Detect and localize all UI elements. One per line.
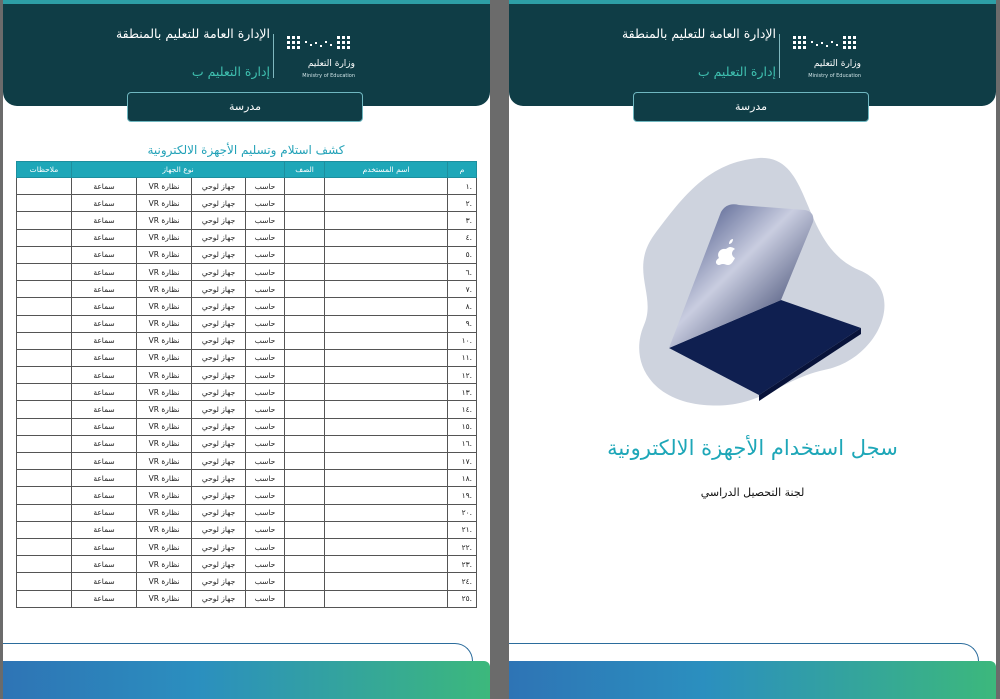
table-row xyxy=(17,212,477,229)
user-name-cell xyxy=(325,504,448,521)
device-option-tablet: جهاز لوحي xyxy=(192,401,246,418)
class-cell xyxy=(285,178,325,195)
class-cell xyxy=(285,349,325,366)
device-option-tablet: جهاز لوحي xyxy=(192,538,246,555)
device-option-headset: سماعة xyxy=(72,418,137,435)
notes-cell xyxy=(17,521,72,538)
user-name-cell xyxy=(325,332,448,349)
device-option-tablet: جهاز لوحي xyxy=(192,246,246,263)
header-subtitle: إدارة التعليم ب xyxy=(191,64,270,79)
class-cell xyxy=(285,384,325,401)
row-number: .٨ xyxy=(448,298,477,315)
device-option-computer: حاسب xyxy=(246,470,285,487)
notes-cell xyxy=(17,453,72,470)
header-divider xyxy=(779,34,780,78)
col-device-type: نوع الجهاز xyxy=(72,162,285,178)
notes-cell xyxy=(17,332,72,349)
table-row xyxy=(17,590,477,607)
row-number: .٦ xyxy=(448,263,477,280)
user-name-cell xyxy=(325,487,448,504)
class-cell xyxy=(285,229,325,246)
device-option-tablet: جهاز لوحي xyxy=(192,349,246,366)
device-option-tablet: جهاز لوحي xyxy=(192,263,246,280)
device-option-vr: نظارة VR xyxy=(137,315,192,332)
device-option-vr: نظارة VR xyxy=(137,435,192,452)
notes-cell xyxy=(17,315,72,332)
page-header xyxy=(3,0,490,106)
device-option-tablet: جهاز لوحي xyxy=(192,178,246,195)
device-option-computer: حاسب xyxy=(246,246,285,263)
notes-cell xyxy=(17,298,72,315)
device-option-tablet: جهاز لوحي xyxy=(192,384,246,401)
notes-cell xyxy=(17,556,72,573)
device-option-tablet: جهاز لوحي xyxy=(192,332,246,349)
device-option-headset: سماعة xyxy=(72,298,137,315)
page-header xyxy=(509,0,996,106)
class-cell xyxy=(285,504,325,521)
device-option-tablet: جهاز لوحي xyxy=(192,573,246,590)
col-num: م xyxy=(448,162,477,178)
device-option-computer: حاسب xyxy=(246,556,285,573)
row-number: .١٦ xyxy=(448,435,477,452)
row-number: .١ xyxy=(448,178,477,195)
notes-cell xyxy=(17,418,72,435)
device-option-vr: نظارة VR xyxy=(137,453,192,470)
user-name-cell xyxy=(325,315,448,332)
ministry-logo-icon xyxy=(791,32,861,56)
device-option-vr: نظارة VR xyxy=(137,281,192,298)
table-row xyxy=(17,453,477,470)
device-option-tablet: جهاز لوحي xyxy=(192,556,246,573)
device-option-vr: نظارة VR xyxy=(137,538,192,555)
device-option-tablet: جهاز لوحي xyxy=(192,229,246,246)
user-name-cell xyxy=(325,401,448,418)
device-option-headset: سماعة xyxy=(72,178,137,195)
device-option-vr: نظارة VR xyxy=(137,332,192,349)
class-cell xyxy=(285,281,325,298)
notes-cell xyxy=(17,195,72,212)
device-option-computer: حاسب xyxy=(246,195,285,212)
device-option-headset: سماعة xyxy=(72,367,137,384)
device-option-headset: سماعة xyxy=(72,349,137,366)
footer-bar xyxy=(509,661,996,699)
table-row xyxy=(17,332,477,349)
cover-subtitle: لجنة التحصيل الدراسي xyxy=(700,486,805,499)
notes-cell xyxy=(17,590,72,607)
class-cell xyxy=(285,487,325,504)
device-option-computer: حاسب xyxy=(246,349,285,366)
device-option-vr: نظارة VR xyxy=(137,367,192,384)
header-divider xyxy=(273,34,274,78)
device-option-computer: حاسب xyxy=(246,178,285,195)
notes-cell xyxy=(17,538,72,555)
user-name-cell xyxy=(325,384,448,401)
device-option-tablet: جهاز لوحي xyxy=(192,487,246,504)
header-title: الإدارة العامة للتعليم بالمنطقة xyxy=(115,26,270,41)
device-option-vr: نظارة VR xyxy=(137,246,192,263)
device-option-vr: نظارة VR xyxy=(137,384,192,401)
row-number: .٢٣ xyxy=(448,556,477,573)
class-cell xyxy=(285,418,325,435)
device-option-headset: سماعة xyxy=(72,332,137,349)
device-option-computer: حاسب xyxy=(246,538,285,555)
device-option-computer: حاسب xyxy=(246,435,285,452)
user-name-cell xyxy=(325,538,448,555)
device-option-computer: حاسب xyxy=(246,281,285,298)
class-cell xyxy=(285,263,325,280)
class-cell xyxy=(285,212,325,229)
device-option-headset: سماعة xyxy=(72,590,137,607)
footer-bar xyxy=(3,661,490,699)
device-option-tablet: جهاز لوحي xyxy=(192,470,246,487)
device-option-computer: حاسب xyxy=(246,487,285,504)
user-name-cell xyxy=(325,470,448,487)
notes-cell xyxy=(17,384,72,401)
row-number: .١٠ xyxy=(448,332,477,349)
device-option-tablet: جهاز لوحي xyxy=(192,281,246,298)
device-option-vr: نظارة VR xyxy=(137,178,192,195)
table-row xyxy=(17,229,477,246)
devices-table xyxy=(16,161,477,608)
device-option-vr: نظارة VR xyxy=(137,504,192,521)
device-option-computer: حاسب xyxy=(246,384,285,401)
device-option-headset: سماعة xyxy=(72,263,137,280)
device-option-computer: حاسب xyxy=(246,367,285,384)
device-option-headset: سماعة xyxy=(72,384,137,401)
device-option-tablet: جهاز لوحي xyxy=(192,367,246,384)
logo-text-ar: وزارة التعليم xyxy=(813,59,861,69)
table-row xyxy=(17,349,477,366)
logo-text-en: Ministry of Education xyxy=(808,73,861,79)
device-option-vr: نظارة VR xyxy=(137,401,192,418)
device-option-headset: سماعة xyxy=(72,453,137,470)
row-number: .١٩ xyxy=(448,487,477,504)
row-number: .١٥ xyxy=(448,418,477,435)
device-option-vr: نظارة VR xyxy=(137,487,192,504)
table-row xyxy=(17,487,477,504)
table-row xyxy=(17,538,477,555)
user-name-cell xyxy=(325,590,448,607)
class-cell xyxy=(285,573,325,590)
device-option-vr: نظارة VR xyxy=(137,229,192,246)
row-number: .١٧ xyxy=(448,453,477,470)
class-cell xyxy=(285,315,325,332)
row-number: .٢٢ xyxy=(448,538,477,555)
notes-cell xyxy=(17,401,72,418)
class-cell xyxy=(285,367,325,384)
user-name-cell xyxy=(325,435,448,452)
device-option-headset: سماعة xyxy=(72,538,137,555)
device-option-headset: سماعة xyxy=(72,487,137,504)
notes-cell xyxy=(17,487,72,504)
user-name-cell xyxy=(325,418,448,435)
notes-cell xyxy=(17,470,72,487)
user-name-cell xyxy=(325,246,448,263)
device-option-tablet: جهاز لوحي xyxy=(192,504,246,521)
device-option-tablet: جهاز لوحي xyxy=(192,298,246,315)
class-cell xyxy=(285,246,325,263)
table-row xyxy=(17,281,477,298)
device-option-headset: سماعة xyxy=(72,281,137,298)
user-name-cell xyxy=(325,367,448,384)
school-name-tab: مدرسة xyxy=(633,92,869,122)
device-option-computer: حاسب xyxy=(246,590,285,607)
logo-text-en: Ministry of Education xyxy=(302,73,355,79)
device-option-headset: سماعة xyxy=(72,195,137,212)
device-option-vr: نظارة VR xyxy=(137,573,192,590)
device-option-headset: سماعة xyxy=(72,315,137,332)
user-name-cell xyxy=(325,229,448,246)
table-row xyxy=(17,298,477,315)
device-option-tablet: جهاز لوحي xyxy=(192,590,246,607)
class-cell xyxy=(285,521,325,538)
user-name-cell xyxy=(325,178,448,195)
ministry-logo-icon xyxy=(285,32,355,56)
device-option-tablet: جهاز لوحي xyxy=(192,435,246,452)
table-row xyxy=(17,195,477,212)
class-cell xyxy=(285,401,325,418)
table-row xyxy=(17,384,477,401)
table-row xyxy=(17,521,477,538)
class-cell xyxy=(285,590,325,607)
laptop-illustration xyxy=(609,150,909,420)
device-option-tablet: جهاز لوحي xyxy=(192,453,246,470)
table-row xyxy=(17,435,477,452)
device-option-headset: سماعة xyxy=(72,556,137,573)
table-row xyxy=(17,246,477,263)
col-user: اسم المستخدم xyxy=(325,162,448,178)
user-name-cell xyxy=(325,573,448,590)
user-name-cell xyxy=(325,521,448,538)
header-title: الإدارة العامة للتعليم بالمنطقة xyxy=(621,26,776,41)
notes-cell xyxy=(17,367,72,384)
user-name-cell xyxy=(325,263,448,280)
device-option-tablet: جهاز لوحي xyxy=(192,195,246,212)
device-option-vr: نظارة VR xyxy=(137,349,192,366)
device-option-headset: سماعة xyxy=(72,246,137,263)
row-number: .١١ xyxy=(448,349,477,366)
device-option-headset: سماعة xyxy=(72,470,137,487)
col-notes: ملاحظات xyxy=(17,162,72,178)
device-option-vr: نظارة VR xyxy=(137,263,192,280)
device-option-vr: نظارة VR xyxy=(137,590,192,607)
class-cell xyxy=(285,195,325,212)
cover-title: سجل استخدام الأجهزة الالكترونية xyxy=(607,436,898,460)
class-cell xyxy=(285,470,325,487)
user-name-cell xyxy=(325,349,448,366)
notes-cell xyxy=(17,573,72,590)
notes-cell xyxy=(17,246,72,263)
col-class: الصف xyxy=(285,162,325,178)
class-cell xyxy=(285,435,325,452)
device-option-vr: نظارة VR xyxy=(137,470,192,487)
user-name-cell xyxy=(325,281,448,298)
notes-cell xyxy=(17,178,72,195)
user-name-cell xyxy=(325,556,448,573)
row-number: .٣ xyxy=(448,212,477,229)
table-header-row xyxy=(17,162,477,178)
school-name-tab: مدرسة xyxy=(127,92,363,122)
table-row xyxy=(17,178,477,195)
logo-text-ar: وزارة التعليم xyxy=(307,59,355,69)
row-number: .٧ xyxy=(448,281,477,298)
row-number: .٤ xyxy=(448,229,477,246)
notes-cell xyxy=(17,212,72,229)
device-option-computer: حاسب xyxy=(246,401,285,418)
device-option-computer: حاسب xyxy=(246,263,285,280)
class-cell xyxy=(285,332,325,349)
device-option-computer: حاسب xyxy=(246,229,285,246)
device-option-headset: سماعة xyxy=(72,435,137,452)
device-option-vr: نظارة VR xyxy=(137,212,192,229)
device-option-headset: سماعة xyxy=(72,229,137,246)
device-option-tablet: جهاز لوحي xyxy=(192,315,246,332)
device-option-computer: حاسب xyxy=(246,504,285,521)
device-option-computer: حاسب xyxy=(246,573,285,590)
device-option-headset: سماعة xyxy=(72,573,137,590)
notes-cell xyxy=(17,349,72,366)
row-number: .٥ xyxy=(448,246,477,263)
table-row xyxy=(17,556,477,573)
notes-cell xyxy=(17,281,72,298)
notes-cell xyxy=(17,263,72,280)
class-cell xyxy=(285,298,325,315)
device-option-computer: حاسب xyxy=(246,521,285,538)
device-option-vr: نظارة VR xyxy=(137,195,192,212)
header-subtitle: إدارة التعليم ب xyxy=(697,64,776,79)
device-option-tablet: جهاز لوحي xyxy=(192,418,246,435)
class-cell xyxy=(285,556,325,573)
row-number: .١٣ xyxy=(448,384,477,401)
device-option-vr: نظارة VR xyxy=(137,298,192,315)
notes-cell xyxy=(17,504,72,521)
row-number: .١٤ xyxy=(448,401,477,418)
table-row xyxy=(17,263,477,280)
row-number: .٢٥ xyxy=(448,590,477,607)
row-number: .٢١ xyxy=(448,521,477,538)
table-row xyxy=(17,470,477,487)
table-row xyxy=(17,418,477,435)
notes-cell xyxy=(17,435,72,452)
class-cell xyxy=(285,453,325,470)
device-option-tablet: جهاز لوحي xyxy=(192,212,246,229)
table-row xyxy=(17,367,477,384)
ministry-logo xyxy=(791,32,861,84)
device-option-headset: سماعة xyxy=(72,212,137,229)
device-option-vr: نظارة VR xyxy=(137,418,192,435)
device-option-computer: حاسب xyxy=(246,332,285,349)
device-option-computer: حاسب xyxy=(246,298,285,315)
device-option-computer: حاسب xyxy=(246,418,285,435)
user-name-cell xyxy=(325,212,448,229)
device-option-vr: نظارة VR xyxy=(137,521,192,538)
table-row xyxy=(17,573,477,590)
user-name-cell xyxy=(325,195,448,212)
device-option-tablet: جهاز لوحي xyxy=(192,521,246,538)
notes-cell xyxy=(17,229,72,246)
row-number: .٢٤ xyxy=(448,573,477,590)
row-number: .٢٠ xyxy=(448,504,477,521)
class-cell xyxy=(285,538,325,555)
device-option-computer: حاسب xyxy=(246,315,285,332)
row-number: .٢ xyxy=(448,195,477,212)
row-number: .١٨ xyxy=(448,470,477,487)
table-row xyxy=(17,315,477,332)
device-option-headset: سماعة xyxy=(72,401,137,418)
device-option-headset: سماعة xyxy=(72,504,137,521)
user-name-cell xyxy=(325,298,448,315)
row-number: .١٢ xyxy=(448,367,477,384)
page-cover xyxy=(509,0,996,699)
device-option-vr: نظارة VR xyxy=(137,556,192,573)
page-device-list xyxy=(3,0,490,699)
device-option-headset: سماعة xyxy=(72,521,137,538)
ministry-logo xyxy=(285,32,355,84)
user-name-cell xyxy=(325,453,448,470)
table-row xyxy=(17,504,477,521)
row-number: .٩ xyxy=(448,315,477,332)
device-option-computer: حاسب xyxy=(246,453,285,470)
table-row xyxy=(17,401,477,418)
device-option-computer: حاسب xyxy=(246,212,285,229)
table-title: كشف استلام وتسليم الأجهزة الالكترونية xyxy=(147,143,345,157)
